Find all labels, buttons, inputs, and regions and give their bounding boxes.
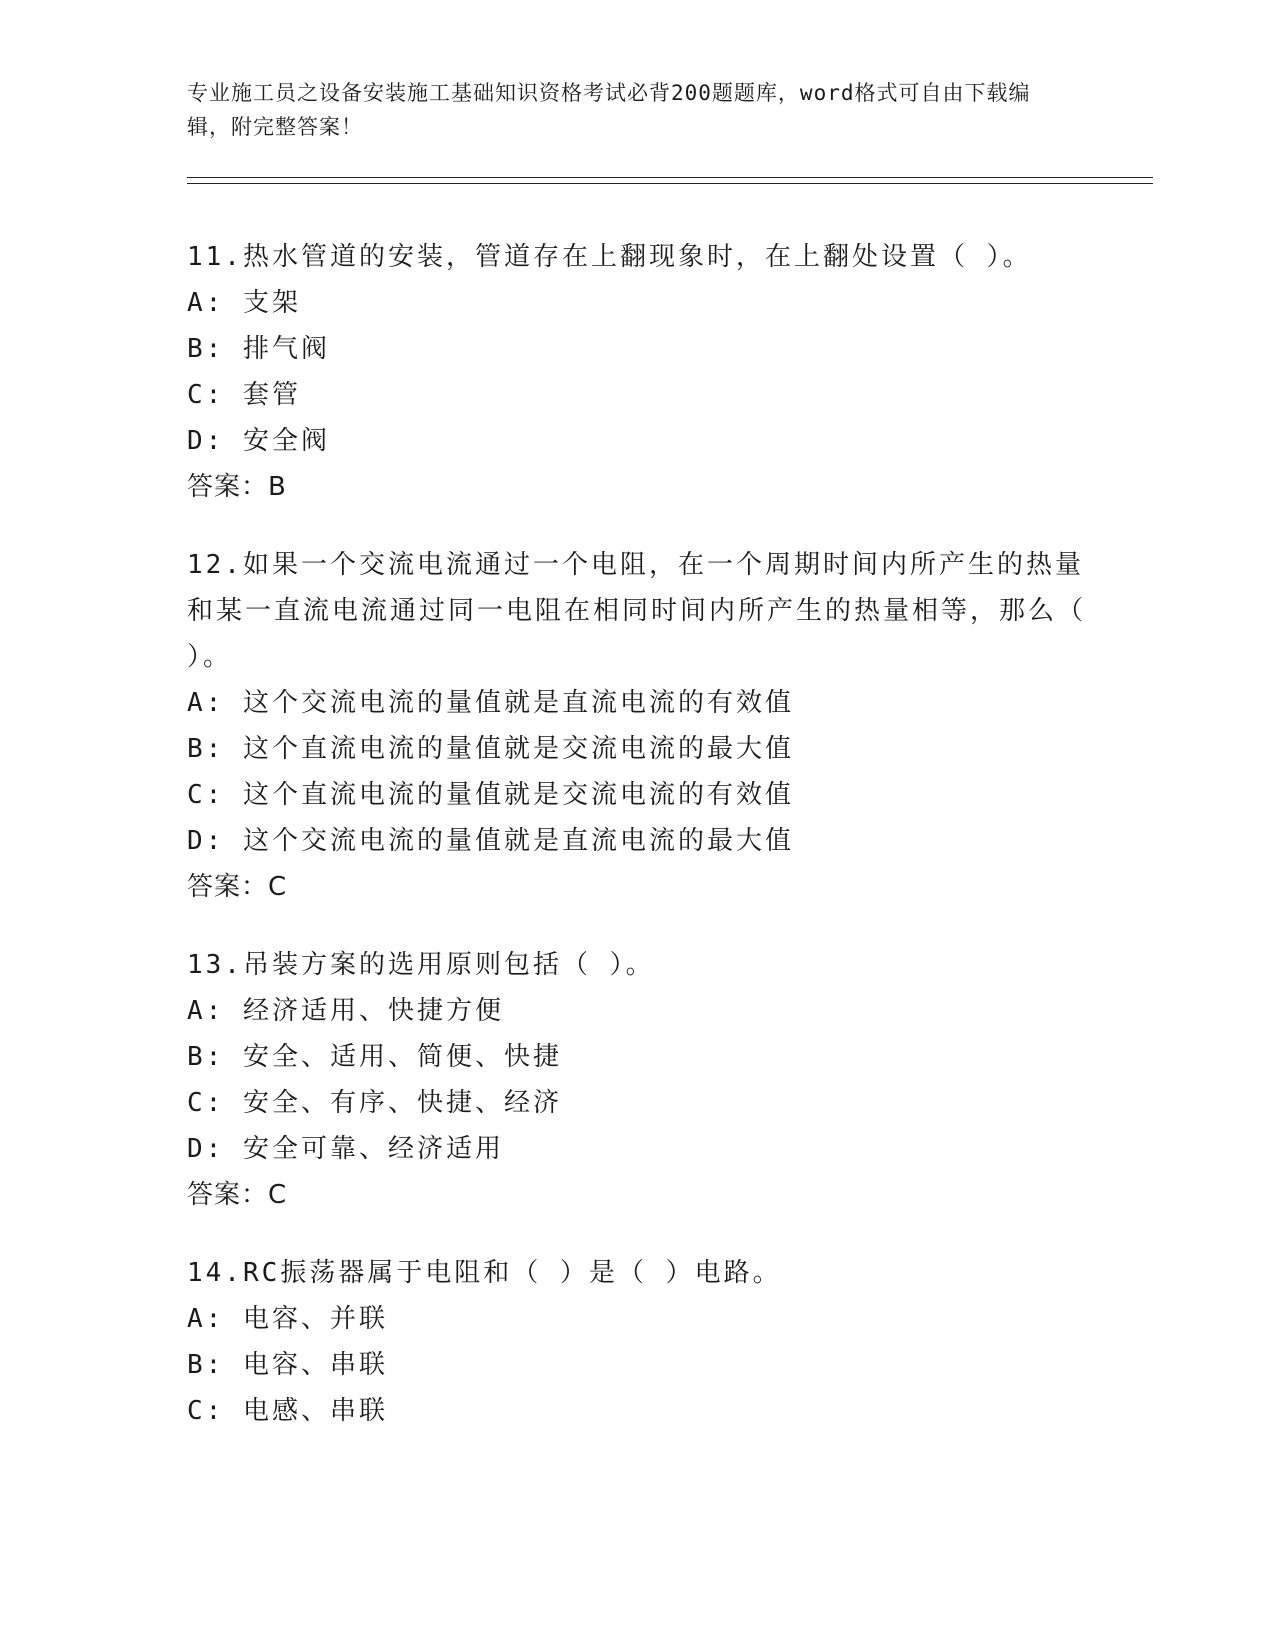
question-list [187, 234, 1087, 1466]
option-c: C: 电感、串联 [187, 1396, 388, 1426]
option-b: B: 电容、串联 [187, 1350, 388, 1380]
option-a: A: 这个交流电流的量值就是直流电流的有效值 [187, 688, 794, 718]
answer-key: 答案：C [187, 1180, 288, 1210]
question-stem: 12.如果一个交流电流通过一个电阻，在一个周期时间内所产生的热量和某一直流电流通过同一电阻在相同时间内所产生的热量相等，那么（ ）。 [187, 550, 1087, 672]
option-c: C: 这个直流电流的量值就是交流电流的有效值 [187, 780, 794, 810]
question-14 [187, 1250, 1087, 1434]
option-b: B: 这个直流电流的量值就是交流电流的最大值 [187, 734, 794, 764]
option-d: D: 安全阀 [187, 426, 330, 456]
answer-key: 答案：C [187, 872, 288, 902]
option-d: D: 这个交流电流的量值就是直流电流的最大值 [187, 826, 794, 856]
option-b: B: 安全、适用、简便、快捷 [187, 1042, 562, 1072]
question-stem: 13.吊装方案的选用原则包括（ ）。 [187, 950, 655, 980]
question-12 [187, 542, 1087, 910]
document-title: 专业施工员之设备安装施工基础知识资格考试必背200题题库，word格式可自由下载编辑，附完整答案！ [187, 81, 1031, 139]
option-a: A: 支架 [187, 288, 301, 318]
option-b: B: 排气阀 [187, 334, 330, 364]
question-13 [187, 942, 1087, 1218]
option-c: C: 安全、有序、快捷、经济 [187, 1088, 562, 1118]
option-d: D: 安全可靠、经济适用 [187, 1134, 504, 1164]
question-stem: 11.热水管道的安装，管道存在上翻现象时，在上翻处设置（ ）。 [187, 242, 1032, 272]
question-11 [187, 234, 1087, 510]
option-a: A: 经济适用、快捷方便 [187, 996, 504, 1026]
header-divider [187, 177, 1153, 184]
answer-key: 答案：B [187, 472, 287, 502]
question-stem: 14.RC振荡器属于电阻和（ ）是（ ）电路。 [187, 1258, 782, 1288]
option-c: C: 套管 [187, 380, 301, 410]
option-a: A: 电容、并联 [187, 1304, 388, 1334]
